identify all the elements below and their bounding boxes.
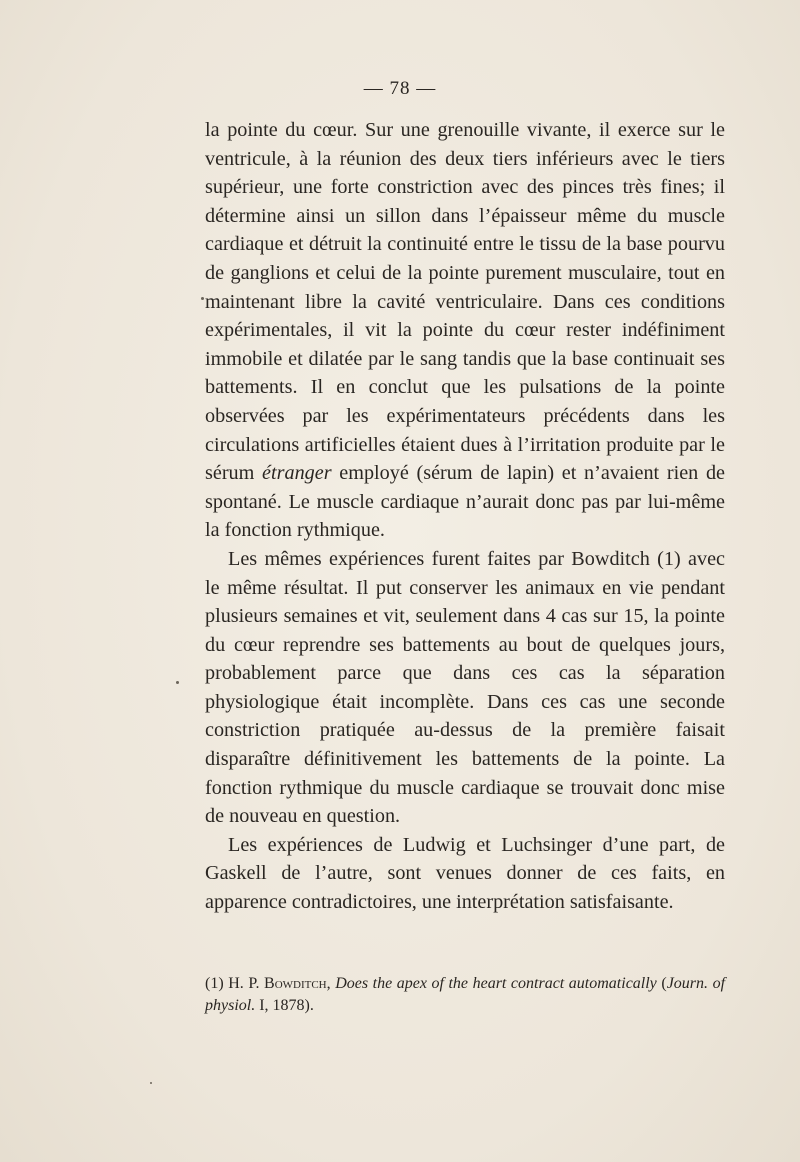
paragraph-3: Les expériences de Ludwig et Luchsinger d’une part, de Gaskell de l’autre, sont venues donner de ces faits, en apparence contradictoires, une interprétation satisfaisante. [205, 833, 725, 914]
paper-speck [201, 297, 204, 300]
footnote-author: Bowditch [264, 975, 327, 992]
footnote-tail: I, 1878). [255, 997, 314, 1014]
body-text [205, 116, 725, 917]
emphasized-word: étranger [262, 462, 332, 485]
paragraph-1-text-a: la pointe du cœur. Sur une grenouille vivante, il exerce sur le ventricule, à la réunion des deux tiers inférieurs avec le tiers supérieur, une forte constriction avec des pinces très fines; il détermine ainsi un sillon dans l’épaisseur même du muscle cardiaque et détruit la continuité entre le tissu de la base pourvu de ganglions et celui de la pointe purement musculaire, tout en maintenant libre la cavité ventriculaire. Dans ces conditions expérimentales, il vit la pointe du cœur rester indéfiniment immobile et dilatée par le sang tandis que la base continuait ses battements. Il en conclut que les pulsations de la pointe observées par les expérimentateurs précédents dans les circulations artificielles étaient dues à l’irritation produite par le sérum [205, 119, 725, 485]
page-number: — 78 — [363, 78, 437, 99]
footnote-journal: Journ. of physiol. [205, 975, 726, 1014]
paper-speck [150, 1082, 152, 1084]
paragraph-1 [205, 116, 725, 545]
footnote [205, 973, 725, 1017]
footnote-separator: , [326, 975, 336, 992]
footnote-journal-open: ( [656, 975, 667, 992]
paragraph-1-text-b: employé (sérum de lapin) et n’avaient rien de spontané. Le muscle cardiaque n’aurait donc pas par lui-même la fonction rythmique. [205, 462, 725, 542]
footnote-marker: (1) H. P. [205, 975, 265, 992]
paper-speck [176, 681, 179, 684]
paragraph-2: Les mêmes expériences furent faites par Bowditch (1) avec le même résultat. Il put conserver les animaux en vie pendant plusieurs semaines et vit, seulement dans 4 cas sur 15, la pointe du cœur reprendre ses battements au bout de quelques jours, probablement parce que dans ces cas la séparation physiologique était incomplète. Dans ces cas une seconde constriction pratiquée au-dessus de la première faisait disparaître définitivement les battements de la pointe. La fonction rythmique du muscle cardiaque se trouvait donc mise de nouveau en question. [205, 547, 725, 828]
footnote-title: Does the apex of the heart contract automatically [335, 975, 657, 992]
